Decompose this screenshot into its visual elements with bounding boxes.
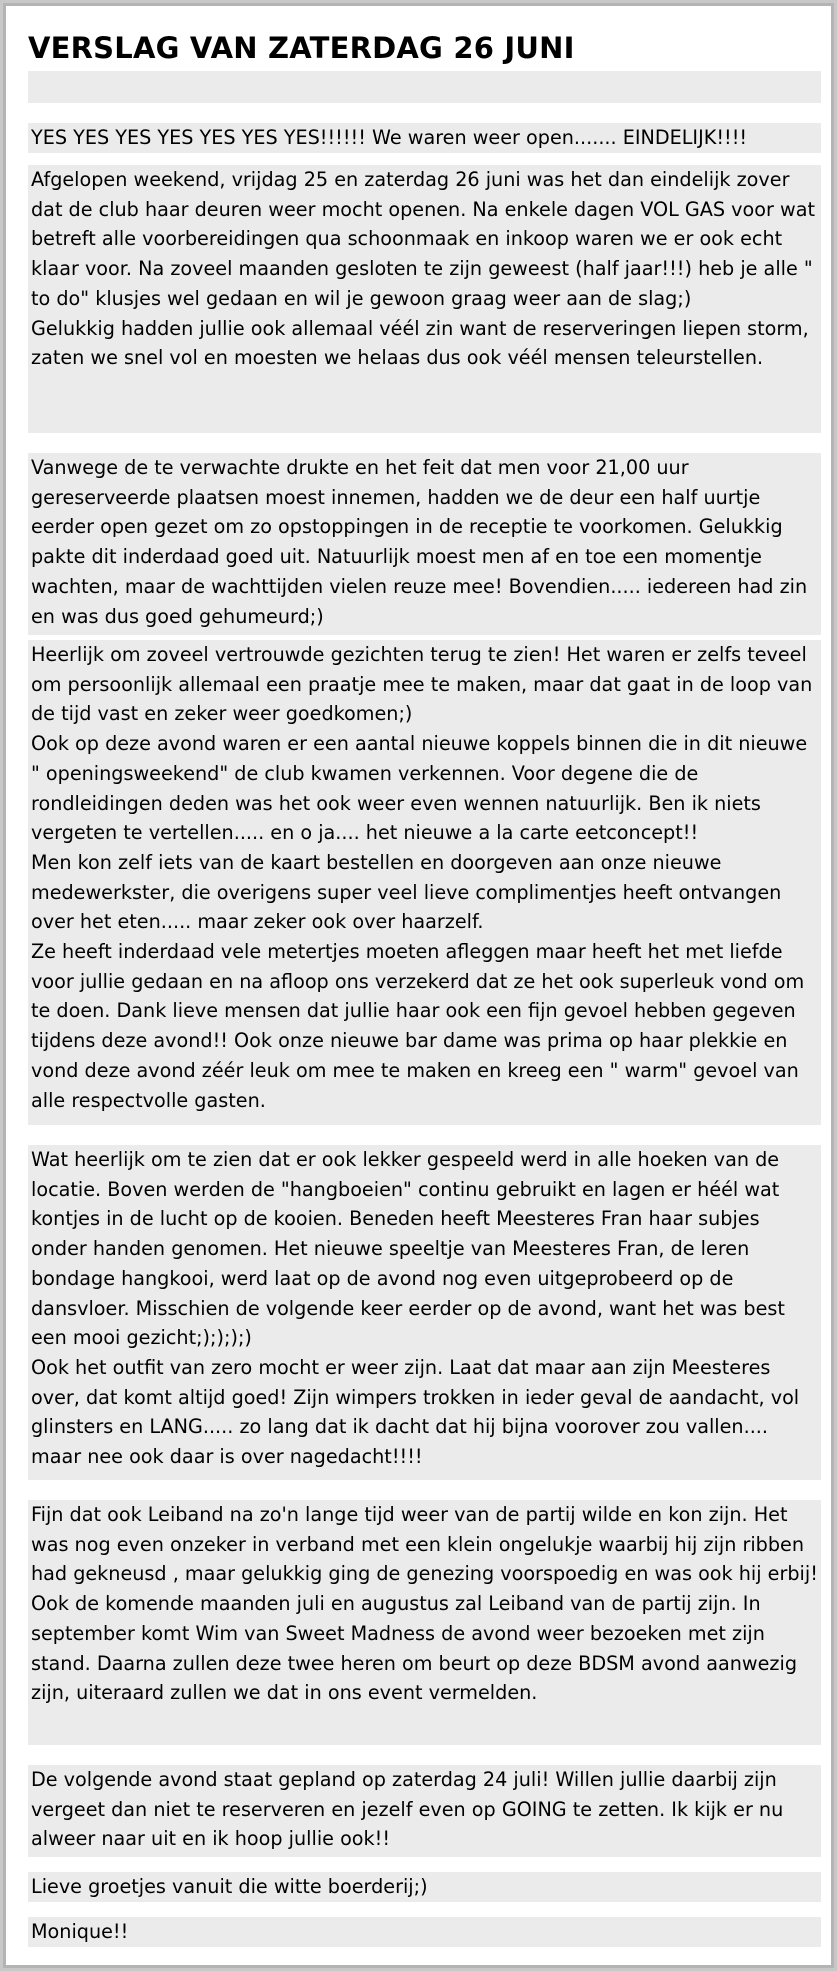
paragraph-faces: Heerlijk om zoveel vertrouwde gezichten terug te zien! Het waren er zelfs teveel om persoonlijk allemaal een praatje mee te maken, maar dat gaat in de loop van de tijd vast en zeker weer goedkomen;) Ook op deze avond waren er een aantal nieuwe koppels binnen die in dit nieuwe " openingsweekend" de club kwamen verkennen. Voor degene die de rondleidingen deden was het ook weer even wennen natuurlijk. Ben ik niets vergeten te vertellen..... en o ja.... het nieuwe a la carte eetconcept!! Men kon zelf iets van de kaart bestellen en doorgeven aan onze nieuwe medewerkster, die overigens super veel lieve complimentjes heeft ontvangen over het eten..... maar zeker ook over haarzelf. Ze heeft inderdaad vele metertjes moeten afleggen maar heeft het met liefde voor jullie gedaan en na afloop ons verzekerd dat ze het ook superleuk vond om te doen. Dank lieve mensen dat jullie haar ook een fijn gevoel hebben gegeven tijdens deze avond!! Ook onze nieuwe bar dame was prima op haar plekkie en vond deze avond zéér leuk om mee te maken en kreeg een " warm" gevoel van alle respectvolle gasten. (28, 640, 821, 1125)
paragraph-next-event: De volgende avond staat gepland op zaterdag 24 juli! Willen jullie daarbij zijn vergeet dan niet te reserveren en jezelf even op GOING te zetten. Ik kijk er nu alweer naar uit en ik hoop jullie ook!! (28, 1765, 821, 1857)
page-title: VERSLAG VAN ZATERDAG 26 JUNI (28, 31, 575, 65)
paragraph-opening: Afgelopen weekend, vrijdag 25 en zaterdag 26 juni was het dan eindelijk zover dat de club haar deuren weer mocht openen. Na enkele dagen VOL GAS voor wat betreft alle voorbereidingen qua schoonmaak en inkoop waren we er ook echt klaar voor. Na zoveel maanden gesloten te zijn geweest (half jaar!!!) heb je alle " to do" klusjes wel gedaan en wil je gewoon graag weer aan de slag;) Gelukkig hadden jullie ook allemaal véél zin want de reserveringen liepen storm, zaten we snel vol en moesten we helaas dus ook véél mensen teleurstellen. (28, 165, 821, 433)
paragraph-intro: YES YES YES YES YES YES YES!!!!!! We waren weer open....... EINDELIJK!!!! (28, 123, 821, 153)
signature: Monique!! (28, 1917, 821, 1947)
article-frame (3, 3, 834, 1968)
paragraph-reception: Vanwege de te verwachte drukte en het feit dat men voor 21,00 uur gereserveerde plaatsen moest innemen, hadden we de deur een half uurtje eerder open gezet om zo opstoppingen in de receptie te voorkomen. Gelukkig pakte dit inderdaad goed uit. Natuurlijk moest men af en toe een momentje wachten, maar de wachttijden vielen reuze mee! Bovendien..... iedereen had zin en was dus goed gehumeurd;) (28, 453, 821, 635)
paragraph-greetings: Lieve groetjes vanuit die witte boerderij;) (28, 1872, 821, 1902)
paragraph-play: Wat heerlijk om te zien dat er ook lekker gespeeld werd in alle hoeken van de locatie. Boven werden de "hangboeien" continu gebruikt en lagen er héél wat kontjes in de lucht op de kooien. Beneden heeft Meesteres Fran haar subjes onder handen genomen. Het nieuwe speeltje van Meesteres Fran, de leren bondage hangkooi, werd laat op de avond nog even uitgeprobeerd op de dansvloer. Misschien de volgende keer eerder op de avond, want het was best een mooi gezicht;);););) Ook het outfit van zero mocht er weer zijn. Laat dat maar aan zijn Meesteres over, dat komt altijd goed! Zijn wimpers trokken in ieder geval de aandacht, vol glinsters en LANG..... zo lang dat ik dacht dat hij bijna voorover zou vallen.... maar nee ook daar is over nagedacht!!!! (28, 1145, 821, 1480)
empty-bar (28, 71, 821, 103)
paragraph-leiband: Fijn dat ook Leiband na zo'n lange tijd weer van de partij wilde en kon zijn. Het was nog even onzeker in verband met een klein ongelukje waarbij hij zijn ribben had gekneusd , maar gelukkig ging de genezing voorspoedig en was ook hij erbij! Ook de komende maanden juli en augustus zal Leiband van de partij zijn. In september komt Wim van Sweet Madness de avond weer bezoeken met zijn stand. Daarna zullen deze twee heren om beurt op deze BDSM avond aanwezig zijn, uiteraard zullen we dat in ons event vermelden. (28, 1500, 821, 1745)
article-content (28, 28, 821, 1947)
